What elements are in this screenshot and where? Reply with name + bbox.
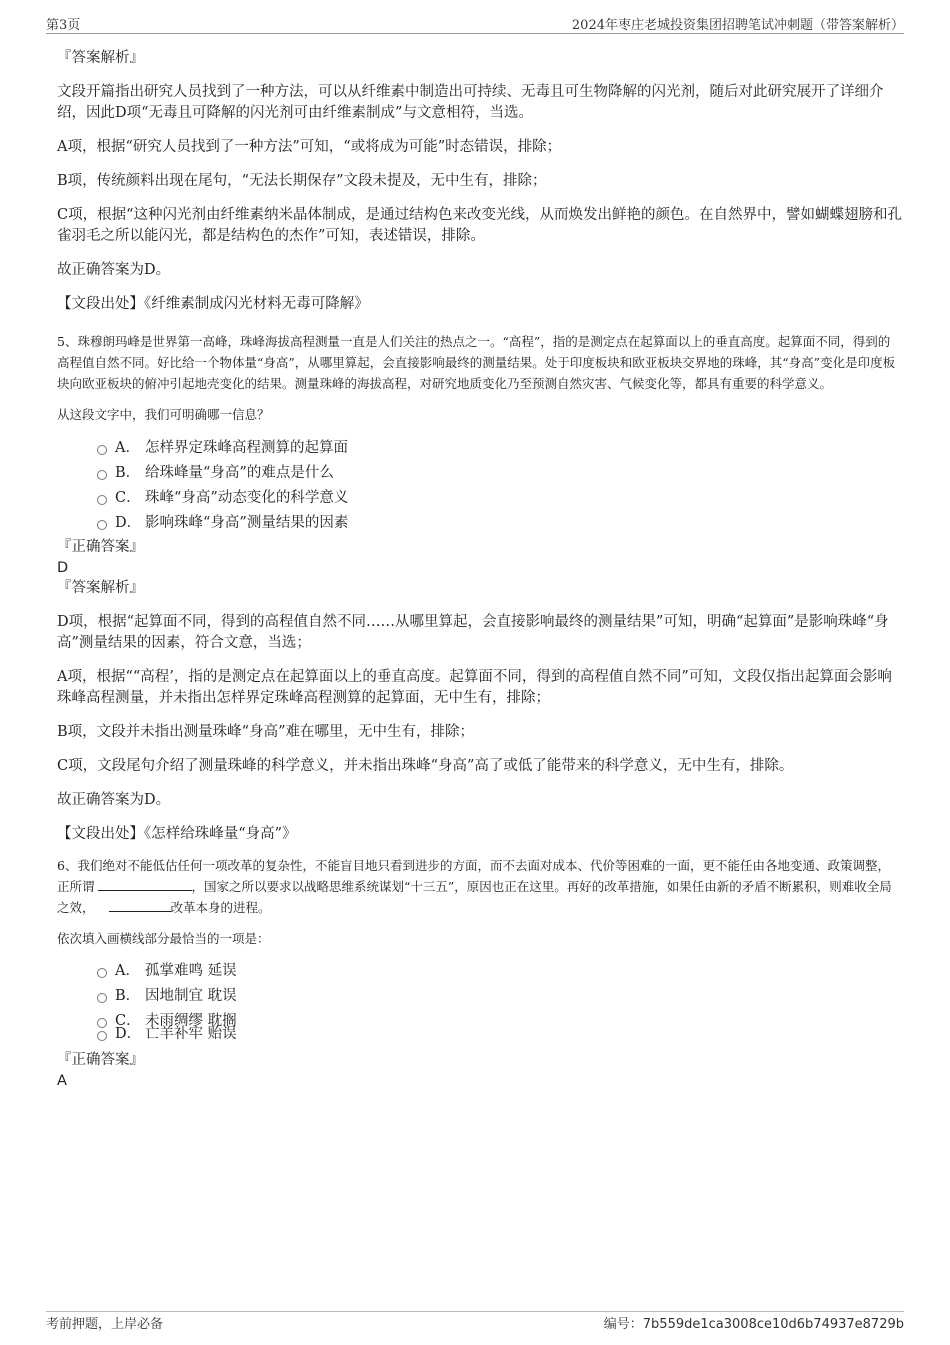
question-6 <box>57 855 902 1091</box>
option-label: D． <box>115 1026 142 1042</box>
stem-part: 6、我们绝对不能低估任何一项改革的复杂性，不能盲目地只看到进步的方面，而不去面对成本、代价等困难的一面，更不能任由各地变通、政策调整，正所谓 <box>57 858 890 894</box>
radio-icon[interactable] <box>97 520 107 530</box>
code-value: 7b559de1ca3008ce10d6b74937e8729b <box>642 1317 904 1332</box>
analysis-paragraph: A项，根据“研究人员找到了一种方法”可知，“或将成为可能”时态错误，排除； <box>57 139 562 155</box>
fill-blank-2 <box>109 897 171 912</box>
code-label: 编号： <box>603 1317 643 1332</box>
radio-icon[interactable] <box>97 445 107 455</box>
option-text: 给珠峰量“身高”的难点是什么 <box>145 465 334 481</box>
page-content <box>57 46 902 1091</box>
question-prompt: 从这段文字中，我们可明确哪一信息？ <box>57 407 270 422</box>
option-label: C． <box>115 490 141 506</box>
footer-divider <box>46 1311 904 1312</box>
radio-icon[interactable] <box>97 1031 107 1041</box>
analysis-paragraph: D项，根据“起算面不同，得到的高程值自然不同……从哪里算起，会直接影响最终的测量结果”可知，明确“起算面”是影响珠峰“身高”测量结果的因素，符合文意，当选； <box>57 614 889 651</box>
radio-icon[interactable] <box>97 968 107 978</box>
option-label: A． <box>115 440 140 456</box>
document-code <box>604 1313 904 1332</box>
option-c[interactable] <box>57 486 902 511</box>
question-prompt: 依次填入画横线部分最恰当的一项是： <box>57 931 270 946</box>
option-text: 未雨绸缪 耽搁 <box>145 1013 237 1029</box>
question-stem: 5、珠穆朗玛峰是世界第一高峰，珠峰海拔高程测量一直是人们关注的热点之一。“高程”，指的是测定点在起算面以上的垂直高度。起算面不同，得到的高程值自然不同。好比给一个物体量“身高”，从哪里算起，会直接影响最终的测量结果。处于印度板块和欧亚板块交界地的珠峰，其“身高”变化是印度板块向欧亚板块的俯冲引起地壳变化的结果。测量珠峰的海拔高程，对研究地质变化乃至预测自然灾害、气候变化等，都具有重要的科学意义。 <box>57 334 896 391</box>
analysis-paragraph: B项，传统颜料出现在尾句，“无法长期保存”文段未提及，无中生有，排除； <box>57 173 547 189</box>
option-text: 珠峰“身高”动态变化的科学意义 <box>145 490 349 506</box>
option-text: 因地制宜 耽误 <box>145 988 237 1004</box>
option-label: C． <box>115 1013 141 1029</box>
option-label: B． <box>115 465 141 481</box>
option-text: 影响珠峰“身高”测量结果的因素 <box>145 515 349 531</box>
option-label: B． <box>115 988 141 1004</box>
q4-analysis <box>57 48 902 315</box>
option-a[interactable] <box>57 959 902 984</box>
correct-answer: A <box>57 1073 67 1089</box>
source-citation: 【文段出处】《怎样给珠峰量“身高”》 <box>57 826 297 842</box>
page-header <box>46 14 904 34</box>
question-5 <box>57 331 902 845</box>
analysis-paragraph: B项，文段并未指出测量珠峰“身高”难在哪里，无中生有，排除； <box>57 724 474 740</box>
analysis-paragraph: A项，根据““高程’，指的是测定点在起算面以上的垂直高度。起算面不同，得到的高程值自然不同”可知，文段仅指出起算面会影响珠峰高程测量，并未指出怎样界定珠峰高程测算的起算面，无中生有，排除； <box>57 669 892 706</box>
radio-icon[interactable] <box>97 470 107 480</box>
option-label: D． <box>115 515 142 531</box>
options-list <box>57 436 902 536</box>
question-stem <box>57 855 902 918</box>
option-text: 怎样界定珠峰高程测算的起算面 <box>145 440 348 456</box>
correct-answer-label: 『正确答案』 <box>57 1052 144 1068</box>
radio-icon[interactable] <box>97 495 107 505</box>
option-b[interactable] <box>57 984 902 1009</box>
option-d[interactable] <box>57 511 902 536</box>
option-text: 孤掌难鸣 延误 <box>145 963 237 979</box>
analysis-paragraph: 文段开篇指出研究人员找到了一种方法，可以从纤维素中制造出可持续、无毒且可生物降解的闪光剂，随后对此研究展开了详细介绍，因此D项“无毒且可降解的闪光剂可由纤维素制成”与文意相符，当选。 <box>57 84 884 121</box>
analysis-label: 『答案解析』 <box>57 580 144 596</box>
analysis-paragraph: C项，根据“这种闪光剂由纤维素纳米晶体制成，是通过结构色来改变光线，从而焕发出鲜艳的颜色。在自然界中，譬如蝴蝶翅膀和孔雀羽毛之所以能闪光，都是结构色的杰作”可知，表述错误，排除。 <box>57 207 903 244</box>
document-title: 2024年枣庄老城投资集团招聘笔试冲刺题（带答案解析） <box>571 18 904 33</box>
option-d[interactable] <box>57 1022 902 1047</box>
correct-answer-label: 『正确答案』 <box>57 539 144 555</box>
correct-answer: D <box>57 560 69 576</box>
header-divider <box>46 33 904 34</box>
option-b[interactable] <box>57 461 902 486</box>
option-label: A． <box>115 963 140 979</box>
analysis-label: 『答案解析』 <box>57 50 144 66</box>
analysis-paragraph: C项，文段尾句介绍了测量珠峰的科学意义，并未指出珠峰“身高”高了或低了能带来的科学意义，无中生有，排除。 <box>57 758 794 774</box>
source-citation: 【文段出处】《纤维素制成闪光材料无毒可降解》 <box>57 296 369 312</box>
analysis-conclusion: 故正确答案为D。 <box>57 792 171 808</box>
radio-icon[interactable] <box>97 993 107 1003</box>
page-number: 第3页 <box>46 18 81 33</box>
fill-blank-1 <box>98 876 192 891</box>
stem-part: ，国家之所以要求以战略思维系统谋划“十三五”，原因也正在这里。再好的改革措施，如果任由新的矛盾不断累积，则难收全局之效， <box>57 879 892 915</box>
option-a[interactable] <box>57 436 902 461</box>
analysis-conclusion: 故正确答案为D。 <box>57 262 171 278</box>
option-text: 亡羊补牢 贻误 <box>145 1026 237 1042</box>
options-list <box>57 959 902 1047</box>
stem-part: 改革本身的进程。 <box>170 900 271 915</box>
footer-slogan: 考前押题，上岸必备 <box>46 1317 164 1332</box>
option-c[interactable] <box>57 1009 902 1029</box>
